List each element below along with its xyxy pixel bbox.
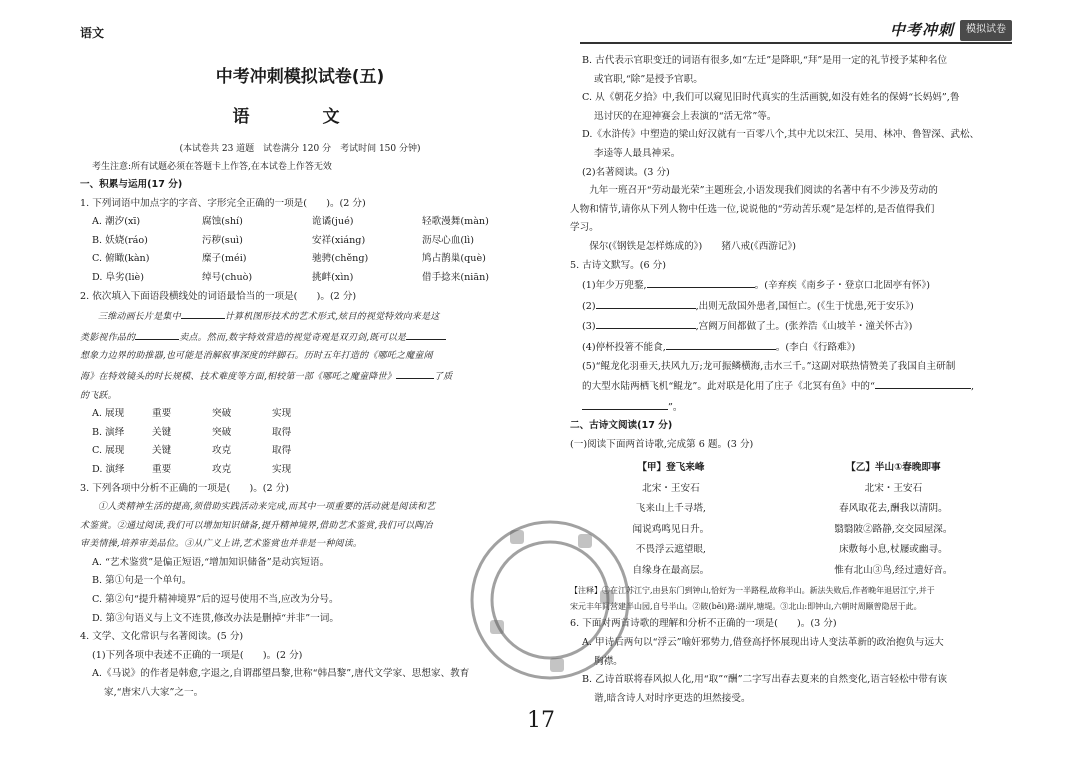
passage-line: 想象力边界的助推器,也可能是消解叙事深度的绊脚石。历时五年打造的《哪吒之魔童闹 — [80, 351, 433, 362]
option-line: 迅讨厌的在迎神赛会上表演的“活无常”等。 — [594, 110, 777, 122]
poem-line: 自缘身在最高层。 — [632, 564, 710, 576]
option-cell: 绰号(chuò) — [202, 271, 253, 283]
option-cell: 沥尽心血(lì) — [422, 234, 474, 246]
paper-info: (本试卷共 23 道题 试卷满分 120 分 考试时间 150 分钟) — [179, 144, 421, 154]
recitation-line — [570, 275, 1015, 296]
option-cell: A. 潮汐(xī) — [92, 216, 141, 228]
question-stem: 3. 下列各项中分析不正确的一项是( )。(2 分) — [80, 482, 290, 494]
poem-title: 【甲】登飞来峰 — [637, 462, 705, 474]
q2-option-row — [80, 405, 520, 424]
option-cell: 突破 — [212, 408, 232, 420]
option-cell: C. 俯瞰(kàn) — [92, 253, 150, 265]
passage-line — [80, 366, 520, 387]
answer-blank[interactable] — [647, 275, 755, 288]
recitation-line — [570, 316, 1015, 337]
passage-text: 海》在特效镜头的时长规模、技术难度等方面,相较第一部《哪吒之魔童降世》 — [80, 371, 396, 382]
option-cell: D. 演绎 — [92, 463, 125, 475]
option-cell: 挑衅(xìn) — [312, 271, 354, 283]
option-line: A. “艺术鉴赏”是偏正短语,“增加知识储备”是动宾短语。 — [92, 556, 330, 568]
recitation-line — [570, 337, 1015, 358]
passage-line — [80, 327, 520, 348]
brand-tag: 模拟试卷 — [960, 20, 1012, 41]
poems — [570, 458, 1015, 581]
poem-line: 飞来山上千寻塔, — [635, 503, 706, 515]
option-line: A.《马说》的作者是韩愈,字退之,自谓郡望昌黎,世称“韩昌黎”,唐代文学家、思想家、教育 — [92, 668, 470, 680]
answer-blank — [396, 366, 434, 379]
question-4 — [80, 628, 520, 702]
question-stem: 6. 下面对两首诗歌的理解和分析不正确的一项是( )。(3 分) — [570, 618, 837, 630]
header-brand — [890, 20, 1012, 41]
section-heading: 一、积累与运用(17 分) — [80, 179, 183, 190]
option-cell: 取得 — [272, 445, 292, 457]
recitation-line — [570, 376, 1015, 397]
question-stem: 5. 古诗文默写。(6 分) — [570, 259, 666, 271]
option-line: D. 第③句语义与上文不连贯,修改办法是删掉“并非”一词。 — [92, 612, 339, 624]
question-1 — [80, 195, 520, 288]
option-cell: 攻克 — [212, 445, 232, 457]
option-cell: 糜子(méi) — [202, 253, 247, 265]
paper-notice: 考生注意:所有试题必须在答题卡上作答,在本试卷上作答无效 — [92, 162, 332, 172]
recitation-text: (3) — [582, 321, 596, 333]
option-cell: 取得 — [272, 426, 292, 438]
option-cell: 驰骋(chěng) — [312, 253, 369, 265]
left-column — [80, 60, 520, 703]
recitation-text: 。(辛弃疾《南乡子・登京口北固亭有怀》) — [754, 280, 930, 292]
answer-blank[interactable] — [582, 397, 668, 410]
poem-line: 春风取花去,酬我以清阴。 — [839, 503, 948, 515]
recitation-text: 的大型水陆两栖飞机“鲲龙”。此对联是化用了庄子《北冥有鱼》中的“ — [582, 381, 875, 393]
recitation-text: ,出则无敌国外患者,国恒亡。(《生于忧患,死于安乐》) — [695, 300, 914, 312]
recitation-text: ,宫阙万间都做了土。(张养浩《山坡羊・潼关怀古》) — [695, 321, 913, 333]
subject-title: 语 文 — [232, 107, 368, 127]
poem-note: 宋元丰年间营建半山园,自号半山。②陂(bēi)路:湖岸,塘堤。③北山:即钟山,六朝时周颙曾隐居于此。 — [570, 602, 922, 612]
option-line: 李逵等人最具神采。 — [594, 147, 681, 159]
option-cell: A. 展现 — [92, 408, 125, 420]
header-subject: 语文 — [80, 26, 105, 40]
right-column — [570, 52, 1015, 708]
passage-text: 卖点。然而,数字特效营造的视觉奇观是双刃剑,既可以是 — [179, 332, 407, 343]
reading-text: 学习。 — [570, 222, 599, 234]
recitation-text: 。(李白《行路难》) — [775, 341, 856, 353]
poem-jia — [633, 458, 710, 581]
page-number: 17 — [527, 708, 555, 733]
poem-line: 床敷每小息,杖屦或幽寻。 — [839, 544, 948, 556]
q1-row — [80, 269, 520, 288]
option-cell: C. 展现 — [92, 445, 125, 457]
q1-row — [80, 213, 520, 232]
question-stem: 4. 文学、文化常识与名著阅读。(5 分) — [80, 631, 244, 643]
poem-author: 北宋・王安石 — [642, 482, 700, 494]
passage-line: 审美情操,培养审美品位。③从广义上讲,艺术鉴赏也并非是一种阅读。 — [80, 539, 363, 550]
q2-option-row — [80, 442, 520, 461]
option-cell: 鸠占鹊巢(què) — [422, 253, 486, 265]
option-line: C. 第②句“提升精神境界”后的逗号使用不当,应改为分号。 — [92, 594, 339, 606]
passage-text: 三维动画长片是集中 — [98, 312, 181, 323]
answer-blank — [406, 327, 446, 340]
passage-line — [80, 306, 520, 327]
q1-row — [80, 250, 520, 269]
poem-note: 【注释】①在江苏江宁,由县东门到钟山,恰好为一半路程,故称半山。新法失败后,作者晚年退居江宁,并于 — [570, 586, 935, 596]
recitation-line — [570, 397, 1015, 418]
answer-blank[interactable] — [666, 337, 776, 350]
answer-blank — [181, 306, 225, 319]
question-stem: 1. 下列词语中加点字的字音、字形完全正确的一项是( )。(2 分) — [80, 197, 366, 209]
poem-line: 闻说鸡鸣见日升。 — [632, 523, 710, 535]
option-cell: 污秽(suì) — [202, 234, 243, 246]
answer-blank[interactable] — [875, 376, 971, 389]
answer-blank[interactable] — [596, 296, 696, 309]
option-cell: 重要 — [152, 408, 172, 420]
passage-line: 术鉴赏。②通过阅读,我们可以增加知识储备,提升精神境界,借助艺术鉴赏,我们可以陶冶 — [80, 520, 433, 531]
option-cell: 关键 — [152, 426, 172, 438]
poem-author: 北宋・王安石 — [864, 482, 923, 494]
option-cell: 诡谲(jué) — [312, 216, 354, 228]
answer-blank — [135, 327, 179, 340]
passage-line: 的飞跃。 — [80, 390, 117, 401]
recitation-text: (1)年少万兜鍪, — [582, 280, 647, 292]
recitation-text: , — [970, 381, 974, 393]
option-cell: 安祥(xiáng) — [312, 234, 366, 246]
recitation-text: (2) — [582, 300, 596, 312]
q2-option-row — [80, 461, 520, 480]
option-cell: D. 阜劣(liè) — [92, 271, 144, 283]
passage-text: 类影视作品的 — [80, 332, 136, 343]
option-cell: B. 演绎 — [92, 426, 125, 438]
option-cell: 轻歌漫舞(màn) — [422, 216, 489, 228]
option-line: 谐,暗含诗人对时序更迭的坦然接受。 — [594, 692, 751, 704]
character-list: 保尔(《钢铁是怎样炼成的》) 猪八戒(《西游记》) — [589, 240, 797, 252]
q1-row — [80, 232, 520, 251]
option-line: C. 从《朝花夕拾》中,我们可以窥见旧时代真实的生活画貌,如没有姓名的保姆“长妈妈”,鲁 — [582, 92, 960, 104]
option-line: 胸襟。 — [594, 655, 623, 667]
option-line: B. 古代表示官职变迁的词语有很多,如“左迁”是降职,“拜”是用一定的礼节授予某种名位 — [582, 55, 948, 66]
option-cell: 腐蚀(shí) — [202, 216, 243, 228]
option-line: 家,“唐宋八大家”之一。 — [104, 687, 204, 699]
poem-line: 不畏浮云遮望眼, — [635, 544, 706, 556]
option-cell: 实现 — [272, 408, 292, 420]
poem-line: 惟有北山③鸟,经过遗好音。 — [834, 564, 953, 576]
brand-logo: 中考冲刺 — [889, 21, 954, 39]
question-2 — [80, 288, 520, 480]
option-line: A. 甲诗后两句以“浮云”喻奸邪势力,借登高抒怀展现出诗人变法革新的政治抱负与远大 — [582, 637, 944, 649]
sub-section-heading: (一)阅读下面两首诗歌,完成第 6 题。(3 分) — [570, 438, 754, 450]
poem-line: 翳翳陂②路静,交交园屋深。 — [834, 523, 953, 535]
sub-question: (2)名著阅读。(3 分) — [582, 166, 670, 178]
sub-question: (1)下列各项中表述不正确的一项是( )。(2 分) — [92, 649, 303, 661]
recitation-line — [570, 296, 1015, 317]
option-line: B. 第①句是一个单句。 — [92, 575, 192, 587]
option-cell: 重要 — [152, 463, 172, 475]
option-line: B. 乙诗首联将春风拟人化,用“取”“酬”二字写出春去夏来的自然变化,语言轻松中带有诙 — [582, 674, 948, 686]
poem-title: 【乙】半山①春晚即事 — [846, 462, 941, 474]
section-heading: 二、古诗文阅读(17 分) — [570, 420, 673, 432]
paper-title: 中考冲刺模拟试卷(五) — [215, 67, 385, 87]
reading-text: 九年一班召开“劳动最光荣”主题班会,小语发现我们阅读的名著中有不少涉及劳动的 — [589, 185, 938, 197]
question-stem: 2. 依次填入下面语段横线处的词语最恰当的一项是( )。(2 分) — [80, 290, 357, 302]
poem-yi — [834, 458, 952, 581]
recitation-text: (4)停杯投箸不能食, — [582, 341, 666, 353]
q2-option-row — [80, 424, 520, 443]
option-cell: 突破 — [212, 426, 232, 438]
answer-blank[interactable] — [596, 316, 696, 329]
option-cell: 关键 — [152, 445, 172, 457]
reading-text: 人物和情节,请你从下列人物中任选一位,说说他的“劳动苦乐观”是怎样的,是否值得我们 — [570, 203, 935, 215]
header-divider — [580, 42, 1012, 44]
passage-text: 了质 — [433, 371, 453, 382]
option-cell: 攻克 — [212, 463, 232, 475]
option-cell: B. 妖娆(ráo) — [92, 234, 148, 246]
recitation-text: ”。 — [668, 401, 683, 413]
option-cell: 借手捻来(niān) — [422, 271, 490, 283]
option-line: 或官职,“除”是授予官职。 — [594, 73, 703, 85]
passage-line: ①人类精神生活的提高,须借助实践活动来完成,而其中一项重要的活动就是阅读和艺 — [98, 502, 436, 513]
option-cell: 实现 — [272, 463, 292, 475]
recitation-line: (5)“鲲龙化羽垂天,扶风九万;龙可振鳞横海,击水三千。”这副对联热情赞美了我国自主研制 — [582, 360, 956, 372]
question-3 — [80, 480, 520, 629]
passage-text: 计算机图形技术的艺术形式,炫目的视觉特效向来是这 — [224, 312, 440, 323]
option-line: D.《水浒传》中塑造的梁山好汉就有一百零八个,其中尤以宋江、吴用、林冲、鲁智深、武松、 — [582, 129, 980, 141]
